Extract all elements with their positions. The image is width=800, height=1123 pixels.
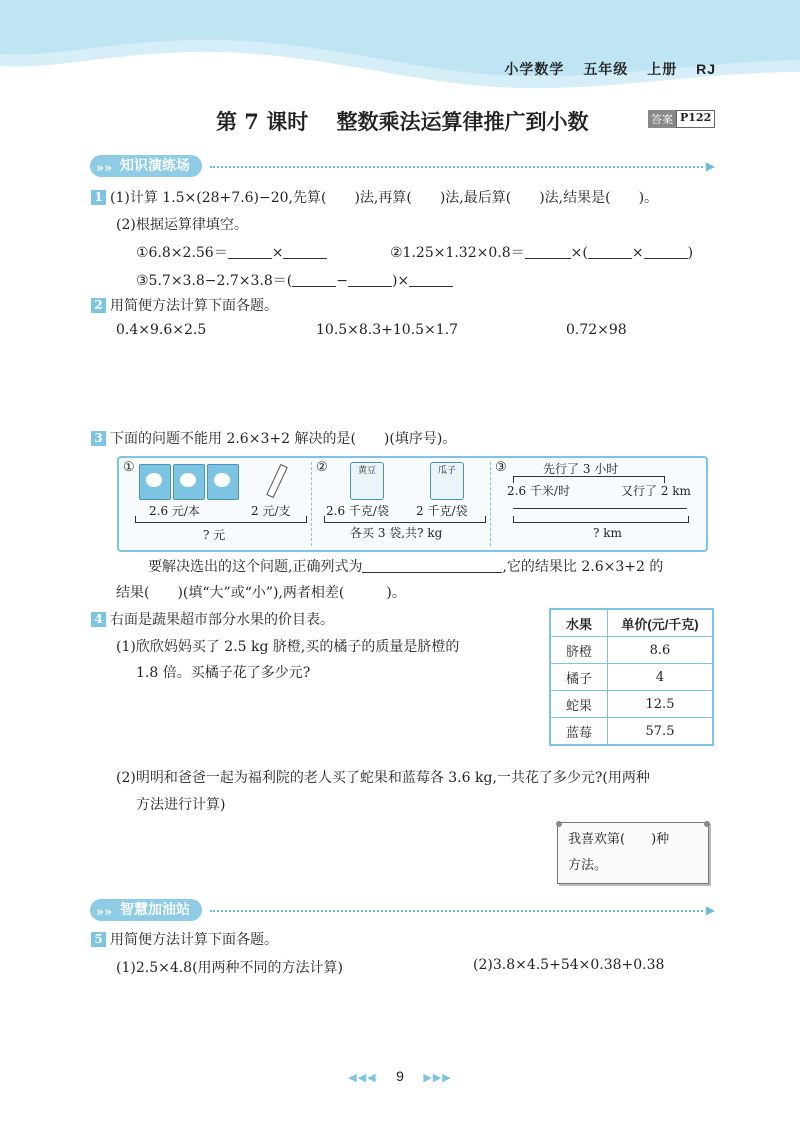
panel-number: ③ xyxy=(495,460,507,475)
brace xyxy=(324,516,486,523)
price-table xyxy=(549,608,714,746)
soybean-weight: 2.6 千克/袋 xyxy=(326,504,389,518)
question-number: 5 xyxy=(91,932,106,947)
double-arrow-icon: »» xyxy=(96,905,113,920)
fruit-name: 蛇果 xyxy=(550,691,608,718)
sticky-note xyxy=(557,822,709,884)
q1-item-1: ①6.8×2.56＝ × xyxy=(136,242,327,262)
q2-expr-1: 0.4×9.6×2.5 xyxy=(116,322,207,338)
section-challenge-label: »» 智慧加油站 xyxy=(90,899,202,921)
q1-item-3: ③5.7×3.8−2.7×3.8＝( − )× xyxy=(136,270,453,290)
brace xyxy=(135,516,307,523)
question-4 xyxy=(91,609,334,629)
question-2 xyxy=(91,295,278,315)
section-challenge xyxy=(90,899,715,921)
answer-reference xyxy=(648,110,715,128)
panel-question: 各买 3 袋,共? kg xyxy=(350,526,443,540)
fruit-price: 4 xyxy=(608,664,714,691)
distance-line xyxy=(513,508,687,509)
table-row xyxy=(550,637,713,664)
dotted-divider xyxy=(210,910,703,912)
subject: 小学数学 xyxy=(504,61,565,77)
pencil-price: 2 元/支 xyxy=(251,504,291,518)
speed-label: 2.6 千米/时 xyxy=(507,484,570,498)
question-3 xyxy=(91,428,456,448)
q3-text: 下面的问题不能用 2.6×3+2 解决的是( )(填序号)。 xyxy=(110,431,457,447)
answer-blank[interactable] xyxy=(292,272,336,287)
answer-blank[interactable] xyxy=(228,244,272,259)
table-header: 水果 xyxy=(550,609,608,637)
panel-3 xyxy=(491,458,704,550)
book-icon xyxy=(139,464,171,500)
answer-page: P122 xyxy=(676,110,715,128)
volume: 上册 xyxy=(647,61,678,77)
q5-part1: (1)2.5×4.8(用两种不同的方法计算) xyxy=(116,960,344,976)
q2-expr-2: 10.5×8.3+10.5×1.7 xyxy=(316,322,459,338)
arrow-right-icon: ▶ xyxy=(705,159,715,173)
grade: 五年级 xyxy=(583,61,629,77)
q3-follow-2: 结果( )(填“大”或“小”),两者相差( )。 xyxy=(116,585,406,601)
q1-item-2: ②1.25×1.32×0.8＝ ×( × ) xyxy=(390,245,694,261)
pin-icon xyxy=(556,821,562,827)
q4-part1-line1: (1)欣欣妈妈买了 2.5 kg 脐橙,买的橘子的质量是脐橙的 xyxy=(116,639,460,655)
note-line-1: 我喜欢第( )种 xyxy=(568,832,670,847)
fruit-price: 57.5 xyxy=(608,718,714,746)
q2-expr-3: 0.72×98 xyxy=(566,322,627,338)
fruit-price: 8.6 xyxy=(608,637,714,664)
question-number: 2 xyxy=(91,298,106,313)
panel-question: ? 元 xyxy=(203,528,226,542)
q3-follow-1: 要解决选出的这个问题,正确列式为 ,它的结果比 2.6×3+2 的 xyxy=(148,559,664,575)
answer-blank[interactable] xyxy=(588,244,632,259)
q1-part1: (1)计算 1.5×(28+7.6)−20,先算( )法,再算( )法,最后算( )法,结果是( )。 xyxy=(110,190,659,206)
table-header: 单价(元/千克) xyxy=(608,609,714,637)
panel-1 xyxy=(119,458,311,550)
arrow-right-icon: ▶ xyxy=(705,903,715,917)
section-practice xyxy=(90,155,715,177)
q2-text: 用简便方法计算下面各题。 xyxy=(110,298,278,314)
book-icon xyxy=(207,464,239,500)
panel-2 xyxy=(312,458,490,550)
book-info xyxy=(490,59,716,79)
pencil-icon xyxy=(266,464,288,498)
answer-blank[interactable] xyxy=(644,244,688,259)
double-arrow-icon: »» xyxy=(96,161,113,176)
question-number: 4 xyxy=(91,612,106,627)
panel-number: ① xyxy=(123,460,135,475)
q5-text: 用简便方法计算下面各题。 xyxy=(110,932,278,948)
left-arrows-icon: ◀◀◀ xyxy=(348,1072,377,1084)
dotted-divider xyxy=(210,166,703,168)
pin-icon xyxy=(704,821,710,827)
book-price: 2.6 元/本 xyxy=(149,504,200,518)
seeds-weight: 2 千克/袋 xyxy=(416,504,468,518)
question-number: 3 xyxy=(91,431,106,446)
edition: RJ xyxy=(696,61,716,77)
panel-number: ② xyxy=(316,460,328,475)
fruit-name: 蓝莓 xyxy=(550,718,608,746)
time-label: 先行了 3 小时 xyxy=(543,462,619,476)
section-practice-label: »» 知识演练场 xyxy=(90,155,202,177)
right-arrows-icon: ▶▶▶ xyxy=(423,1072,452,1084)
soybean-bag-icon: 黄豆 xyxy=(350,462,384,500)
table-row xyxy=(550,691,713,718)
question-5 xyxy=(91,929,278,949)
page-footer xyxy=(0,1068,800,1084)
q4-text: 右面是蔬果超市部分水果的价目表。 xyxy=(110,612,334,628)
answer-blank[interactable] xyxy=(348,272,392,287)
question-number: 1 xyxy=(91,190,106,205)
table-row xyxy=(550,664,713,691)
q1-part2: (2)根据运算律填空。 xyxy=(116,217,248,233)
fruit-name: 橘子 xyxy=(550,664,608,691)
table-header-row xyxy=(550,609,713,637)
answer-blank[interactable] xyxy=(283,244,327,259)
header-wave xyxy=(0,0,800,95)
page-number: 9 xyxy=(396,1068,404,1084)
book-icon xyxy=(173,464,205,500)
answer-label: 答案 xyxy=(648,110,676,128)
panel-question: ? km xyxy=(593,526,622,540)
q4-part2-line1: (2)明明和爸爸一起为福利院的老人买了蛇果和蓝莓各 3.6 kg,一共花了多少元?(用两种 xyxy=(116,770,650,786)
brace xyxy=(513,516,689,523)
answer-blank[interactable] xyxy=(409,272,453,287)
illustration-box xyxy=(117,456,708,552)
table-row xyxy=(550,718,713,746)
note-line-2: 方法。 xyxy=(568,858,608,873)
question-1 xyxy=(91,187,658,207)
page-title: 第 7 课时 整数乘法运算律推广到小数 xyxy=(216,109,589,134)
answer-blank[interactable] xyxy=(362,558,502,573)
q4-part1-line2: 1.8 倍。买橘子花了多少元? xyxy=(136,665,311,681)
q5-part2: (2)3.8×4.5+54×0.38+0.38 xyxy=(473,957,665,973)
seeds-bag-icon: 瓜子 xyxy=(430,462,464,500)
fruit-name: 脐橙 xyxy=(550,637,608,664)
q4-part2-line2: 方法进行计算) xyxy=(136,797,226,813)
extra-distance: 又行了 2 km xyxy=(621,484,691,498)
fruit-price: 12.5 xyxy=(608,691,714,718)
answer-blank[interactable] xyxy=(525,244,571,259)
